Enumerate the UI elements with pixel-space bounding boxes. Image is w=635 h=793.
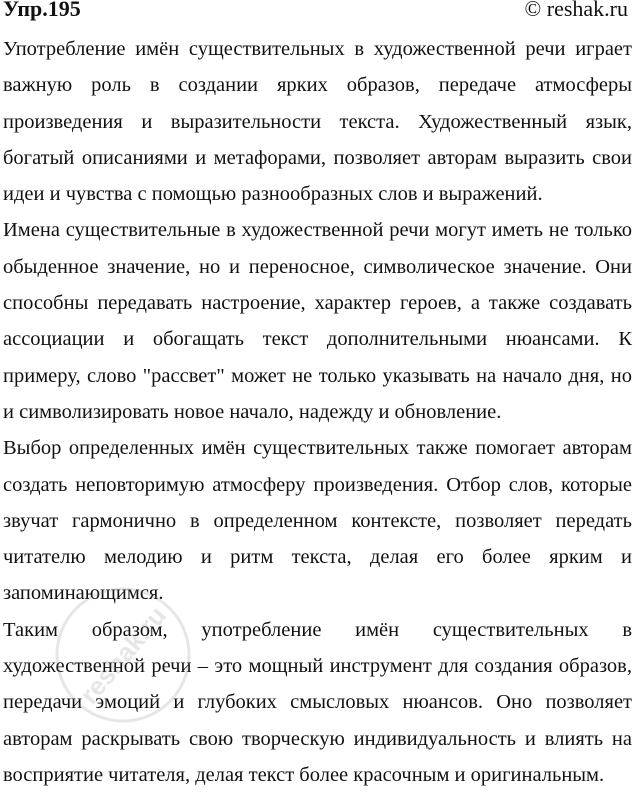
- watermark-text: reshak.ru: [73, 600, 173, 710]
- paragraph-2: Имена существительные в художественной речи могут иметь не только обыденное значение, но и переносное, символическое значение. Они способны передавать настроение, характер героев, а также создавать ассоциации и обогащать текст дополнительными нюансами. К примеру, слово "рассвет" может не только указывать на начало дня, но и символизировать новое начало, надежду и обновление.: [3, 219, 632, 423]
- page-header: [3, 0, 632, 30]
- site-copyright: © reshak.ru: [524, 0, 628, 21]
- paragraph-3: Выбор определенных имён существительных также помогает авторам создать неповторимую атмосферу произведения. Отбор слов, которые звучат гармонично в определенном контексте, позволяет передать читателю мелодию и ритм текста, делая его более ярким и запоминающимся.: [3, 437, 632, 605]
- exercise-title: Упр.195: [3, 0, 81, 21]
- paragraph-1: Употребление имён существительных в художественной речи играет важную роль в создании ярких образов, передаче атмосферы произведения и выразительности текста. Художественный язык, богатый описаниями и метафорами, позволяет авторам выразить свои идеи и чувства с помощью разнообразных слов и выражений.: [3, 38, 632, 206]
- paragraph-4: Таким образом, употребление имён существительных в художественной речи – это мощный инструмент для создания образов, передачи эмоций и глубоких смысловых нюансов. Оно позволяет авторам раскрывать свою творческую индивидуальность и влиять на восприятие читателя, делая текст более красочным и оригинальным.: [3, 618, 632, 786]
